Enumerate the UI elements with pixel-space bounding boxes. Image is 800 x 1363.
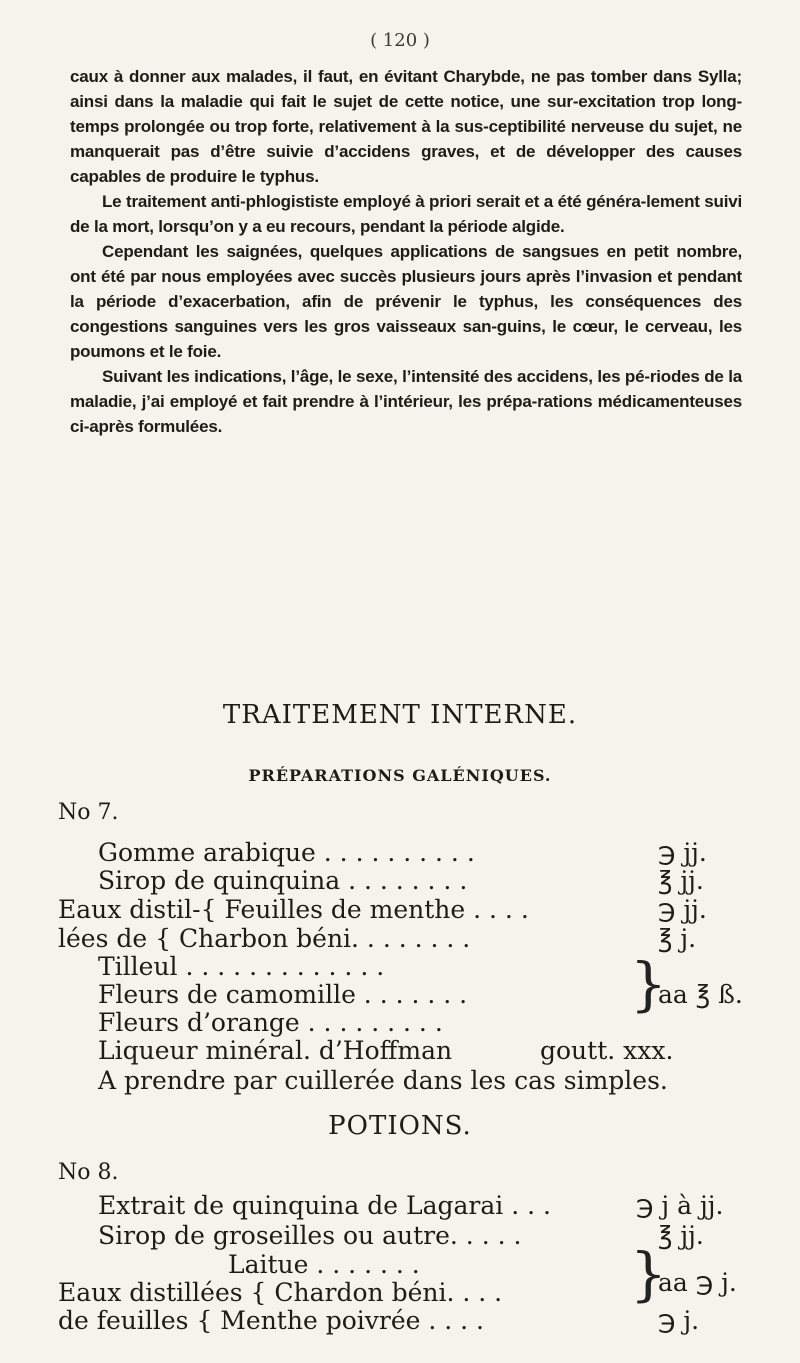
ingredient-line: Laitue . . . . . . . [228, 1250, 420, 1279]
ingredient-line: de feuilles { Menthe poivrée . . . . [58, 1306, 484, 1335]
ingredient-qty: aa ℈ j. [658, 1268, 737, 1297]
ingredient-qty: aa ℥ ß. [658, 980, 743, 1009]
ingredient-line: Eaux distillées { Chardon béni. . . . [58, 1278, 503, 1307]
ingredient-qty: ℈ j. [658, 1306, 700, 1335]
ingredient-line: Fleurs de camomille . . . . . . . [98, 980, 468, 1009]
ingredient-line: lées de { Charbon béni. . . . . . . . [58, 924, 471, 953]
recipe-number: No 7. [58, 800, 119, 825]
ingredient-line: Sirop de groseilles ou autre. . . . . [98, 1221, 522, 1250]
brace-symbol: } [630, 1240, 667, 1308]
ingredient-line: Tilleul . . . . . . . . . . . . . [98, 952, 385, 981]
ingredient-line: Gomme arabique . . . . . . . . . . [98, 838, 475, 867]
brace-symbol: } [630, 950, 667, 1018]
paragraph: Cependant les saignées, quelques applications de sangsues en petit nombre, ont été par nous employées avec succès plusieurs jours après l’invasion et pendant la période d’exacerbation, afin de prévenir le typhus, les conséquences des congestions sanguines vers les gros vaisseaux san-guins, le cœur, le cerveau, les poumons et le foie. [70, 242, 742, 361]
recipe-number: No 8. [58, 1160, 119, 1185]
ingredient-qty: ℥ jj. [658, 1221, 704, 1250]
paragraph: Le traitement anti-phlogististe employé à priori serait et a été généra-lement suivi de la mort, lorsqu’on y a eu recours, pendant la période algide. [70, 192, 742, 236]
ingredient-qty: goutt. xxx. [540, 1036, 674, 1065]
paragraph: Suivant les indications, l’âge, le sexe, l’intensité des accidens, les pé-riodes de la maladie, j’ai employé et fait prendre à l’intérieur, les prépa-rations médicamenteuses ci-après formulées. [70, 367, 742, 436]
ingredient-line: Eaux distil-{ Feuilles de menthe . . . . [58, 895, 529, 924]
potions-title: POTIONS. [328, 1111, 472, 1141]
ingredient-line: Sirop de quinquina . . . . . . . . [98, 866, 468, 895]
paragraph: caux à donner aux malades, il faut, en évitant Charybde, ne pas tomber dans Sylla; ainsi dans la maladie qui fait le sujet de cette notice, une sur-excitation trop long-temps prolongée ou trop forte, relativement à la sus-ceptibilité nerveuse du sujet, ne manquerait pas d’être suivie d’accidens graves, et de développer des causes capables de produire le typhus. [70, 67, 742, 186]
ingredient-qty: ℈ jj. [658, 838, 707, 867]
ingredient-qty: ℥ j. [658, 924, 697, 953]
body-text [70, 64, 742, 439]
ingredient-line: Fleurs d’orange . . . . . . . . . [98, 1008, 443, 1037]
ingredient-line: Liqueur minéral. d’Hoffman [98, 1036, 453, 1065]
dosage-instruction: A prendre par cuillerée dans les cas simples. [98, 1066, 668, 1095]
ingredient-qty: ℥ jj. [658, 866, 704, 895]
page-number: ( 120 ) [370, 30, 430, 51]
ingredient-qty: ℈ j à jj. [636, 1191, 724, 1220]
ingredient-line: Extrait de quinquina de Lagarai . . . [98, 1191, 551, 1220]
ingredient-qty: ℈ jj. [658, 895, 707, 924]
section-title: TRAITEMENT INTERNE. [222, 700, 578, 730]
subsection-title: PRÉPARATIONS GALÉNIQUES. [248, 766, 552, 785]
